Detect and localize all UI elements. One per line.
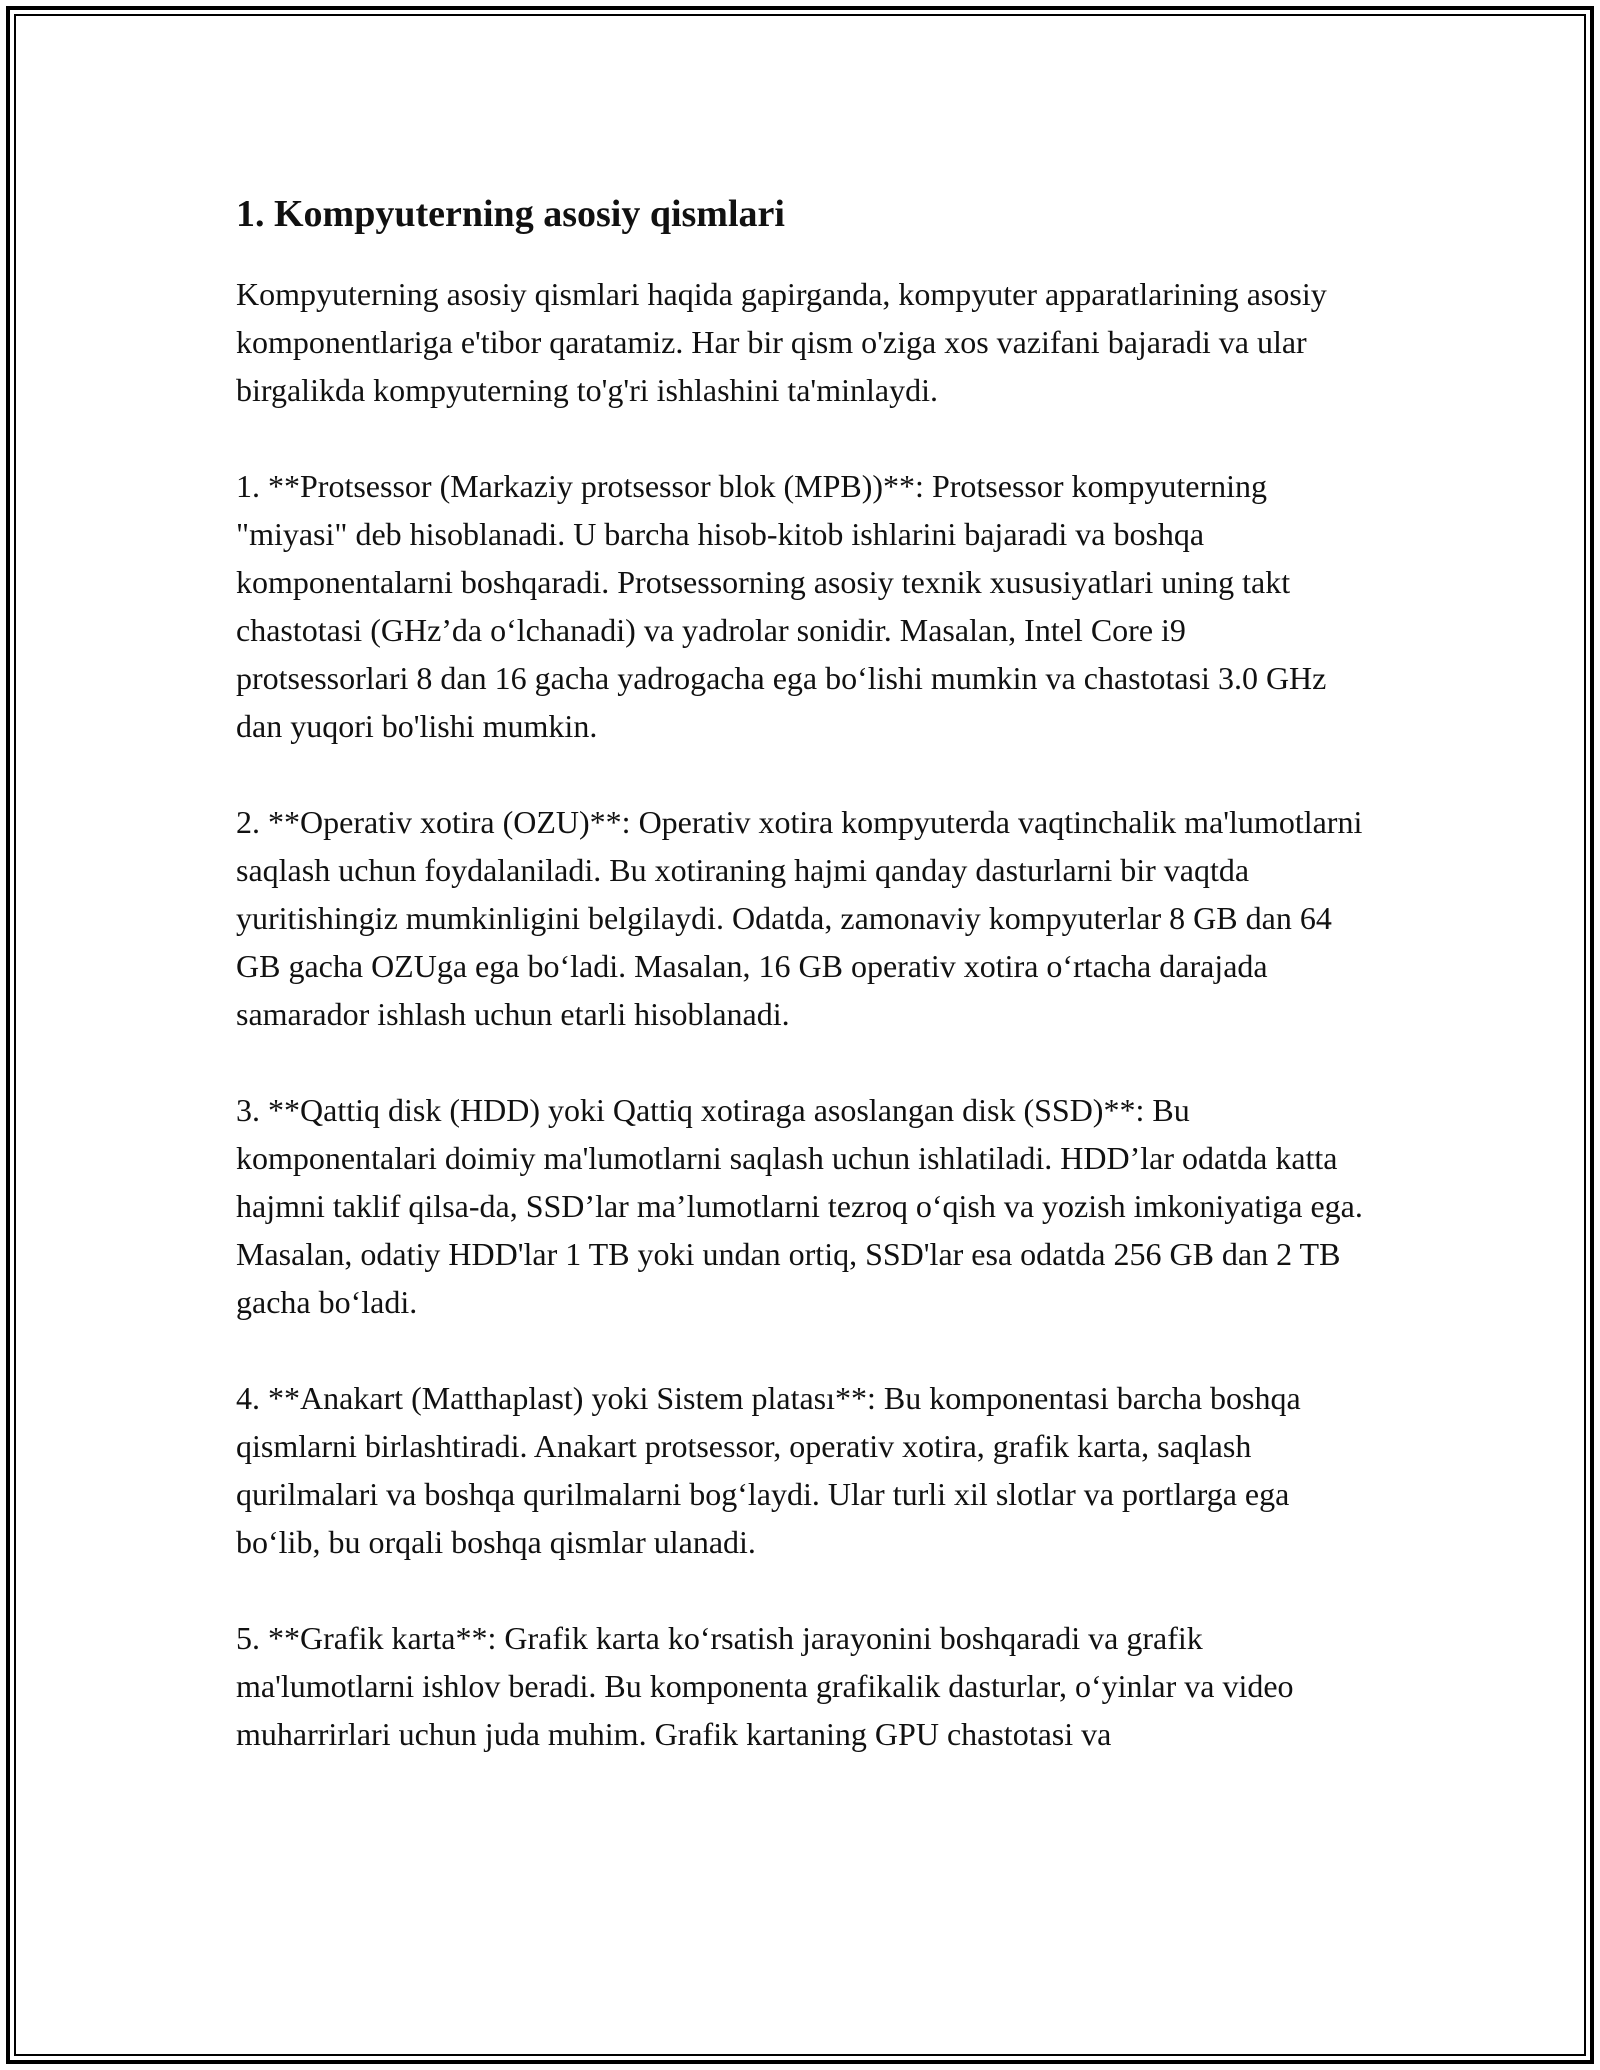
processor-paragraph: 1. **Protsessor (Markaziy protsessor blok (MPB))**: Protsessor kompyuterning "miyasi" deb hisoblanadi. U barcha hisob-kitob ishlarini bajaradi va boshqa komponentalarni boshqaradi. Protsessorning asosiy texnik xususiyatlari uning takt chastotasi (GHz’da o‘lchanadi) va yadrolar sonidir. Masalan, Intel Core i9 protsessorlari 8 dan 16 gacha yadrogacha ega bo‘lishi mumkin va chastotasi 3.0 GHz dan yuqori bo'lishi mumkin. — [236, 468, 1327, 744]
ram-paragraph: 2. **Operativ xotira (OZU)**: Operativ xotira kompyuterda vaqtinchalik ma'lumotlarni saqlash uchun foydalaniladi. Bu xotiraning hajmi qanday dasturlarni bir vaqtda yuritishingiz mumkinligini belgilaydi. Odatda, zamonaviy kompyuterlar 8 GB dan 64 GB gacha OZUga ega bo‘ladi. Masalan, 16 GB operativ xotira o‘rtacha darajada samarador ishlash uchun etarli hisoblanadi. — [236, 804, 1363, 1032]
motherboard-paragraph: 4. **Anakart (Matthaplast) yoki Sistem platası**: Bu komponentasi barcha boshqa qismlarni birlashtiradi. Anakart protsessor, operativ xotira, grafik karta, saqlash qurilmalari va boshqa qurilmalarni bog‘laydi. Ular turli xil slotlar va portlarga ega bo‘lib, bu orqali boshqa qismlar ulanadi. — [236, 1380, 1301, 1560]
intro-paragraph: Kompyuterning asosiy qismlari haqida gapirganda, kompyuter apparatlarining asosiy komponentlariga e'tibor qaratamiz. Har bir qism o'ziga xos vazifani bajaradi va ular birgalikda kompyuterning to'g'ri ishlashini ta'minlaydi. — [236, 276, 1327, 408]
section-heading: 1. Kompyuterning asosiy qismlari — [236, 193, 785, 235]
document-body — [236, 186, 1366, 1758]
storage-paragraph: 3. **Qattiq disk (HDD) yoki Qattiq xotiraga asoslangan disk (SSD)**: Bu komponentalari doimiy ma'lumotlarni saqlash uchun ishlatiladi. HDD’lar odatda katta hajmni taklif qilsa-da, SSD’lar ma’lumotlarni tezroq o‘qish va yozish imkoniyatiga ega. Masalan, odatiy HDD'lar 1 TB yoki undan ortiq, SSD'lar esa odatda 256 GB dan 2 TB gacha bo‘ladi. — [236, 1092, 1363, 1320]
graphics-card-paragraph: 5. **Grafik karta**: Grafik karta ko‘rsatish jarayonini boshqaradi va grafik ma'lumotlarni ishlov beradi. Bu komponenta grafikalik dasturlar, o‘yinlar va video muharrirlari uchun juda muhim. Grafik kartaning GPU chastotasi va — [236, 1620, 1294, 1752]
